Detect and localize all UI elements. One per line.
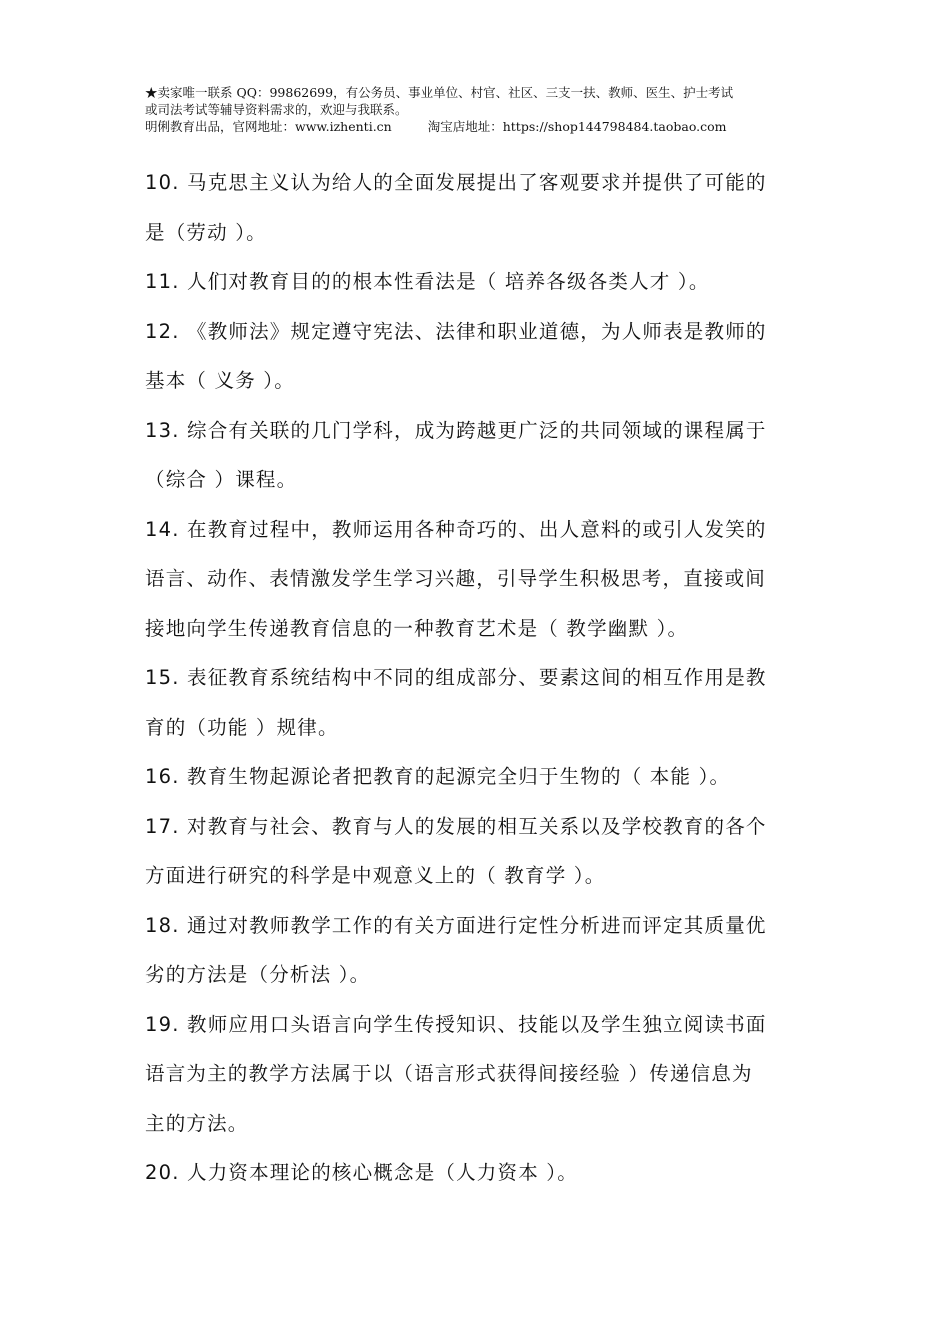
question-12 — [145, 307, 805, 406]
question-16 — [145, 752, 805, 802]
question-18 — [145, 901, 805, 1000]
question-line: 方面进行研究的科学是中观意义上的（ 教育学 ）。 — [145, 864, 606, 887]
question-line: 语言、动作、表情激发学生学习兴趣，引导学生积极思考，直接或间 — [145, 567, 767, 590]
producer-website: 明俐教育出品，官网地址：www.izhenti.cn — [145, 119, 392, 134]
question-line: 16. 教育生物起源论者把教育的起源完全归于生物的（ 本能 ）。 — [145, 765, 731, 788]
question-line: 是（劳动 ）。 — [145, 220, 267, 244]
question-line: 20. 人力资本理论的核心概念是（人力资本 ）。 — [145, 1161, 578, 1184]
contact-line-2: 或司法考试等辅导资料需求的，欢迎与我联系。 — [145, 102, 408, 117]
question-line: 14. 在教育过程中，教师运用各种奇巧的、出人意料的或引人发笑的 — [145, 517, 767, 541]
question-line: 育的（功能 ）规律。 — [145, 715, 339, 739]
question-line: 10. 马克思主义认为给人的全面发展提出了客观要求并提供了可能的 — [145, 171, 767, 194]
question-line: 15. 表征教育系统结构中不同的组成部分、要素这间的相互作用是教 — [145, 666, 767, 689]
question-line: 主的方法。 — [145, 1111, 249, 1135]
question-line: 17. 对教育与社会、教育与人的发展的相互关系以及学校教育的各个 — [145, 814, 767, 838]
question-line: 12. 《教师法》规定遵守宪法、法律和职业道德，为人师表是教师的 — [145, 319, 767, 343]
question-10 — [145, 158, 805, 257]
question-line: 18. 通过对教师教学工作的有关方面进行定性分析进而评定其质量优 — [145, 913, 767, 937]
question-19 — [145, 1000, 805, 1149]
question-line: 劣的方法是（分析法 ）。 — [145, 963, 371, 986]
question-line: 13. 综合有关联的几门学科，成为跨越更广泛的共同领域的课程属于 — [145, 418, 767, 442]
question-17 — [145, 802, 805, 901]
contact-line-1: ★卖家唯一联系 QQ：99862699，有公务员、事业单位、村官、社区、三支一扶、教师、医生、护士考试 — [145, 85, 734, 100]
question-13 — [145, 406, 805, 505]
question-line: 基本（ 义务 ）。 — [145, 369, 295, 392]
question-line: （综合 ）课程。 — [145, 468, 298, 491]
question-11 — [145, 257, 805, 307]
question-line: 19. 教师应用口头语言向学生传授知识、技能以及学生独立阅读书面 — [145, 1012, 767, 1036]
question-line: 语言为主的教学方法属于以（语言形式获得间接经验 ）传递信息为 — [145, 1062, 753, 1085]
question-list — [145, 158, 805, 1198]
seller-contact-header — [145, 84, 810, 135]
question-20 — [145, 1148, 805, 1198]
taobao-shop-address: 淘宝店地址：https://shop144798484.taobao.com — [427, 119, 727, 134]
website-line — [145, 118, 810, 135]
question-15 — [145, 653, 805, 752]
question-14 — [145, 505, 805, 654]
question-line: 11. 人们对教育目的的根本性看法是（ 培养各级各类人才 ）。 — [145, 270, 710, 293]
question-line: 接地向学生传递教育信息的一种教育艺术是（ 教学幽默 ）。 — [145, 616, 689, 640]
